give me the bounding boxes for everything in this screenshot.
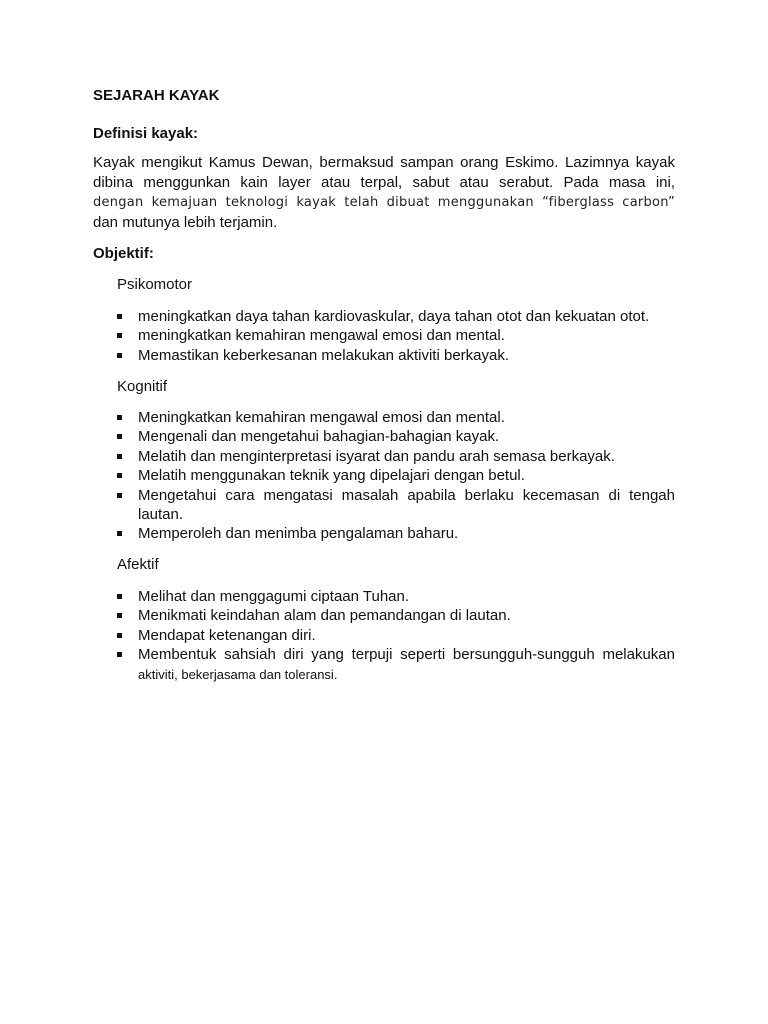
square-bullet-icon [117,473,122,478]
list-item-text: Mengetahui cara mengatasi masalah apabila berlaku kecemasan di tengah [138,486,675,504]
list-item [93,626,675,645]
list-item-text: Meningkatkan kemahiran mengawal emosi dan mental. [138,409,505,426]
list-item [93,447,675,466]
list-item-text: meningkatkan kemahiran mengawal emosi dan mental. [138,327,505,345]
afektif-label: Afektif [117,556,159,573]
list-item-text: Mengenali dan mengetahui bahagian-bahagian kayak. [138,428,500,446]
square-bullet-icon [117,633,122,638]
kognitif-label: Kognitif [117,378,168,395]
objectives-heading: Objektif: [93,245,154,262]
square-bullet-icon [117,434,122,439]
list-item-text: Melihat dan menggagumi ciptaan Tuhan. [138,588,410,605]
list-item-text: Melatih dan menginterpretasi isyarat dan pandu arah semasa berkayak. [138,447,615,465]
square-bullet-icon [117,493,122,498]
list-item [93,587,675,606]
list-item [93,524,675,543]
list-item-text: Memperoleh dan menimba pengalaman baharu. [138,525,459,543]
square-bullet-icon [117,333,122,338]
definition-heading: Definisi kayak: [93,125,199,142]
list-item [93,466,675,485]
psikomotor-list [93,307,675,365]
definition-line: dengan kemajuan teknologi kayak telah dibuat menggunakan “fiberglass carbon” [93,195,675,210]
list-item [93,307,675,326]
square-bullet-icon [117,454,122,459]
list-item-text-continued: aktiviti, bekerjasama dan toleransi. [138,666,338,682]
definition-line: dan mutunya lebih terjamin. [93,214,278,231]
definition-line: dibina menggunkan kain layer atau terpal, sabut atau serabut. Pada masa ini, [93,174,675,191]
list-item-text: Menikmati keindahan alam dan pemandangan di lautan. [138,607,511,625]
square-bullet-icon [117,594,122,599]
square-bullet-icon [117,314,122,319]
list-item-text-continued: lautan. [138,506,184,524]
list-item [93,326,675,345]
list-item [93,606,675,625]
list-item-text: Membentuk sahsiah diri yang terpuji seperti bersungguh-sungguh melakukan [138,646,675,664]
kognitif-list [93,408,675,544]
definition-line: Kayak mengikut Kamus Dewan, bermaksud sampan orang Eskimo. Lazimnya kayak [93,154,675,171]
list-item [93,408,675,427]
psikomotor-label: Psikomotor [117,276,193,293]
afektif-list [93,587,675,684]
list-item-text: meningkatkan daya tahan kardiovaskular, daya tahan otot dan kekuatan otot. [138,308,650,325]
list-item-text: Melatih menggunakan teknik yang dipelajari dengan betul. [138,467,525,485]
square-bullet-icon [117,415,122,420]
list-item-text: Memastikan keberkesanan melakukan aktiviti berkayak. [138,346,510,364]
square-bullet-icon [117,652,122,657]
list-item [93,486,675,525]
square-bullet-icon [117,613,122,618]
list-item [93,346,675,365]
list-item-text: Mendapat ketenangan diri. [138,626,316,644]
document-title: SEJARAH KAYAK [93,87,220,104]
square-bullet-icon [117,531,122,536]
list-item [93,427,675,446]
definition-paragraph [93,153,675,233]
list-item [93,645,675,684]
square-bullet-icon [117,353,122,358]
